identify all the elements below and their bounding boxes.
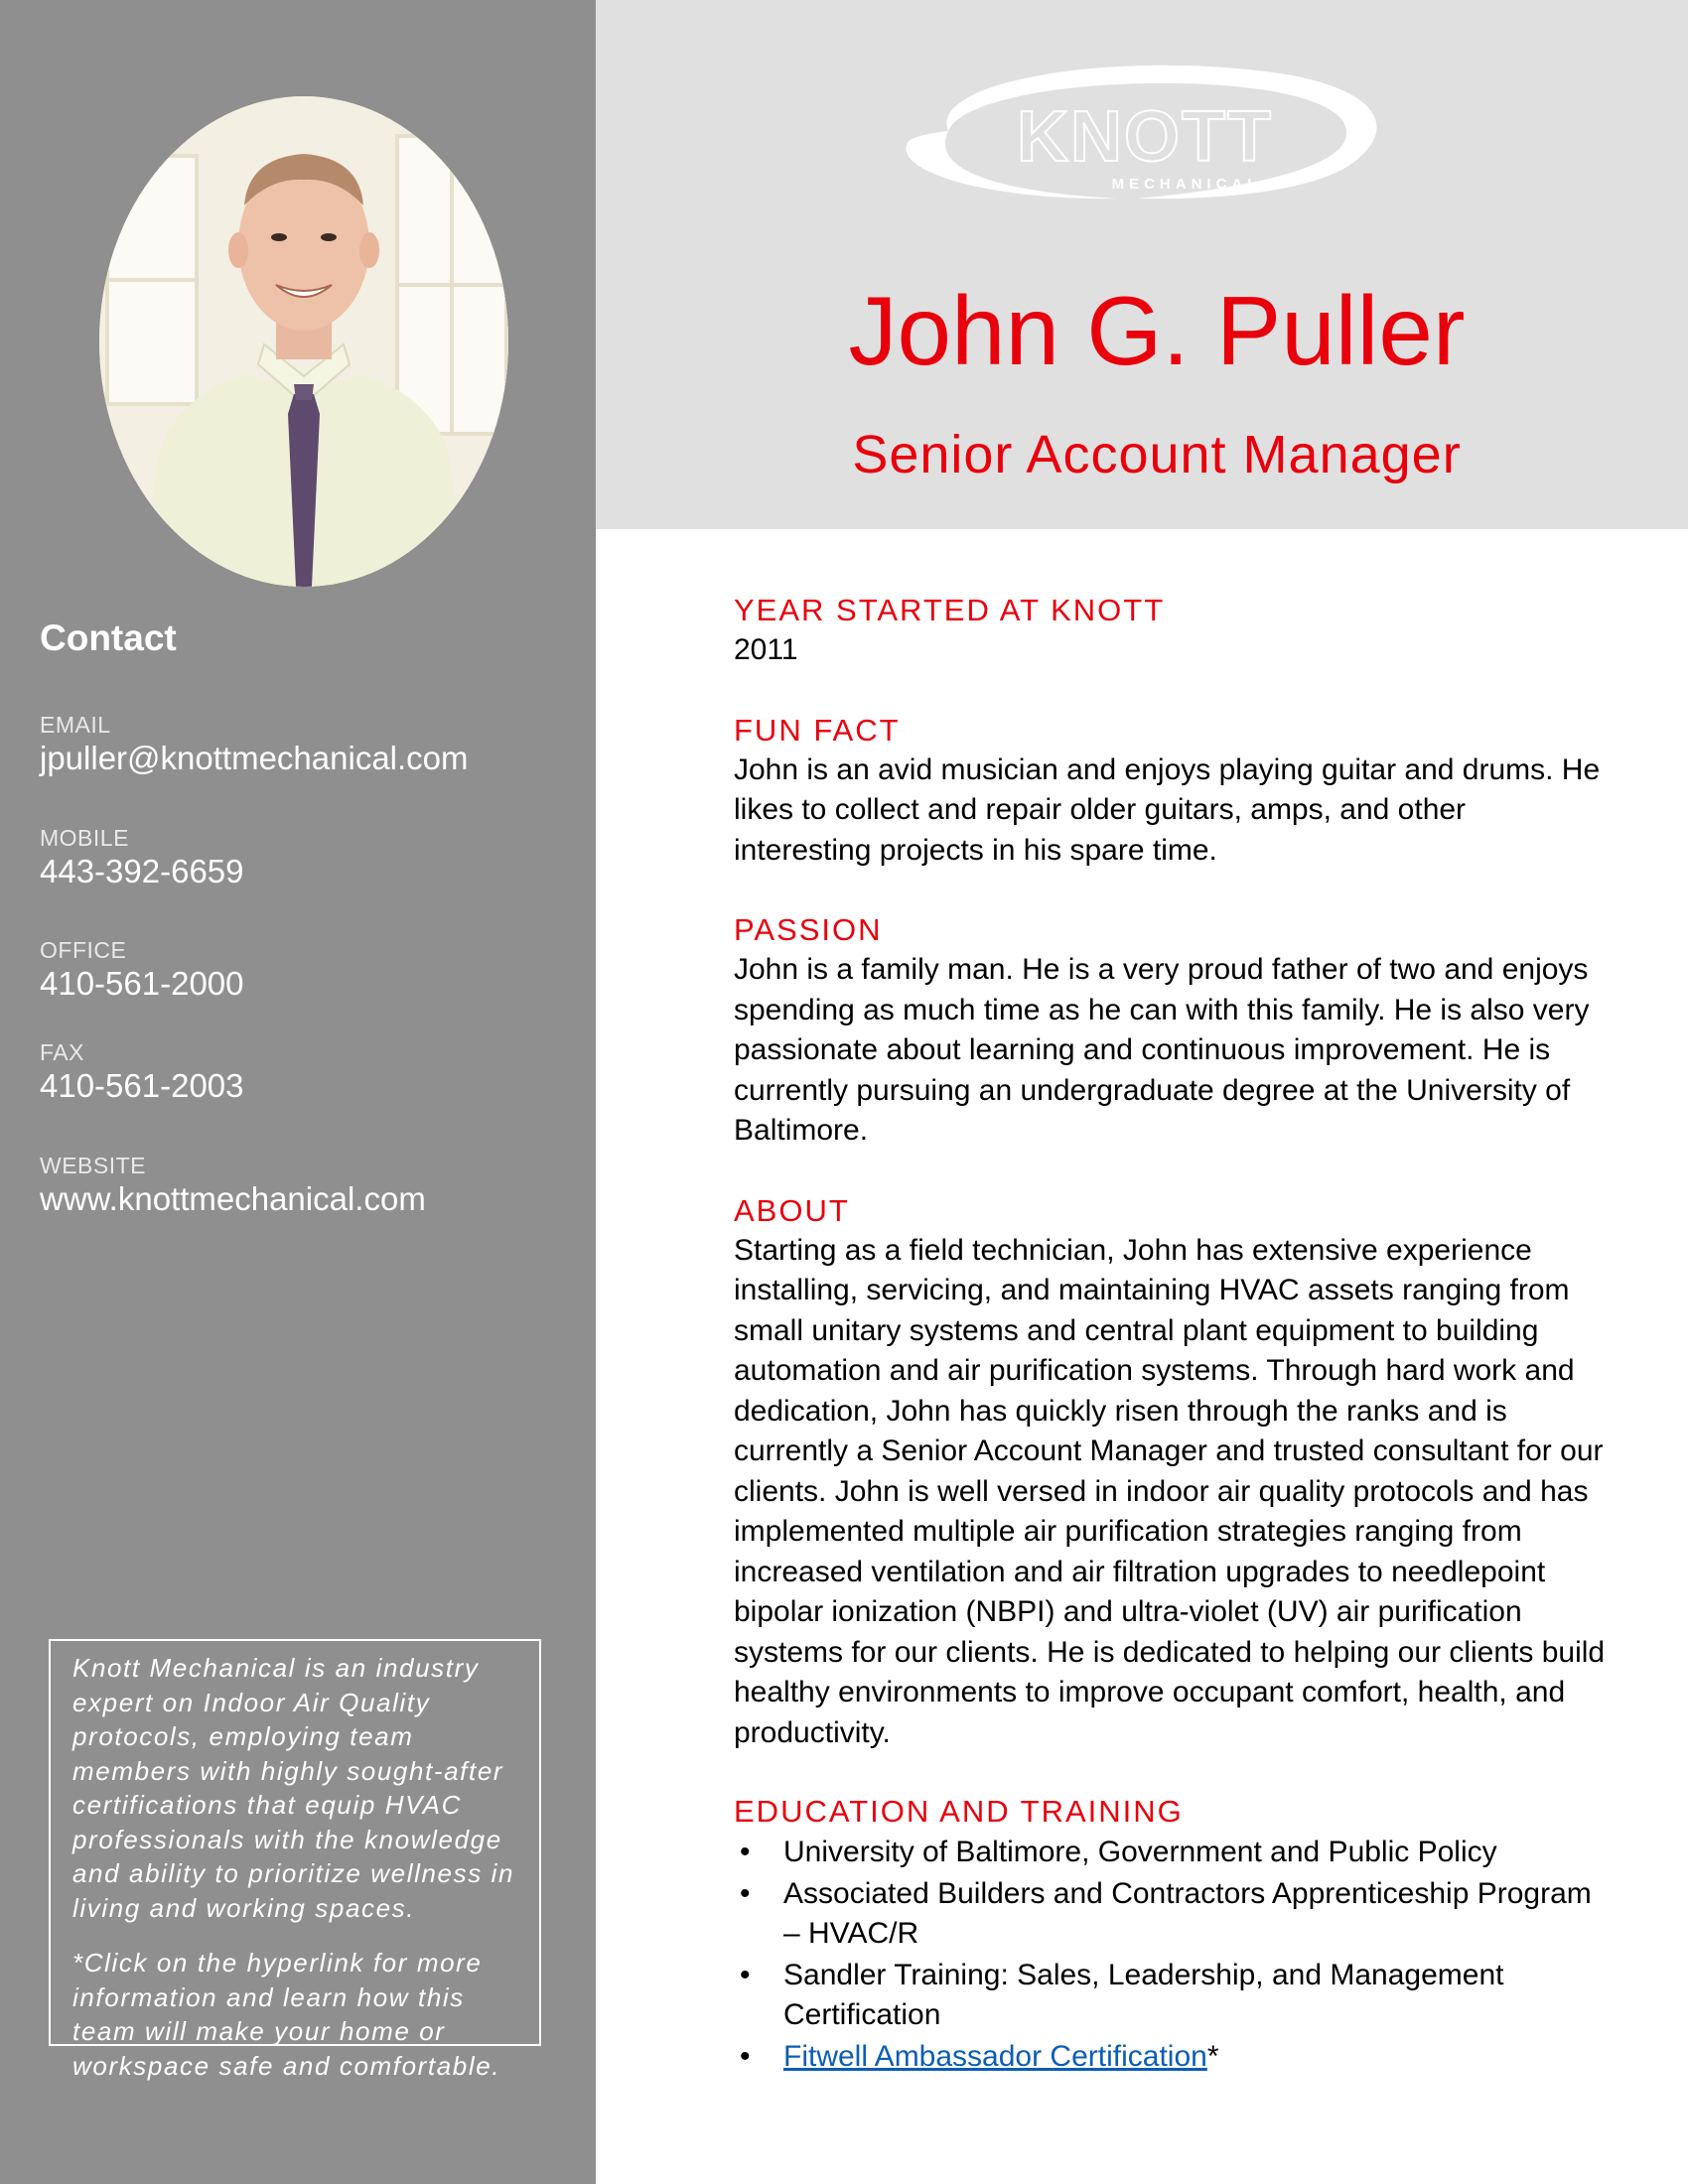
section-body: John is an avid musician and enjoys playing guitar and drums. He likes to collect and repair older guitars, amps, and other interesting projects in his spare time. (734, 752, 1601, 867)
logo-subtext: MECHANICAL (1111, 176, 1262, 193)
list-item-text: Associated Builders and Contractors Apprenticeship Program – HVAC/R (783, 1876, 1592, 1950)
contact-mobile (40, 824, 244, 891)
section-body: John is a family man. He is a very proud father of two and enjoys spending as much time as he can with this family. He is also very passionate about learning and continuous improvement. He is currently pursuing an undergraduate degree at the University of Baltimore. (734, 953, 1590, 1147)
education-list (734, 1833, 1608, 2077)
section-year-started (734, 591, 1608, 671)
website-value[interactable]: www.knottmechanical.com (40, 1180, 426, 1217)
profile-content (734, 591, 1608, 2077)
bullet-icon: • (740, 1958, 751, 1991)
contact-heading: Contact (40, 617, 177, 658)
list-item (734, 2037, 1608, 2078)
knott-mechanical-logo (889, 62, 1395, 201)
section-body: 2011 (734, 633, 798, 666)
section-heading: PASSION (734, 912, 883, 947)
note-paragraph: *Click on the hyperlink for more information and learn how this team will make your home or workspace safe and comfortable. (72, 1948, 501, 2081)
contact-email (40, 711, 469, 778)
contact-label: MOBILE (40, 825, 129, 851)
email-value[interactable]: jpuller@knottmechanical.com (40, 740, 469, 776)
fitwell-certification-link[interactable]: Fitwell Ambassador Certification (783, 2039, 1207, 2073)
list-item (734, 1956, 1608, 2036)
section-heading: EDUCATION AND TRAINING (734, 1794, 1184, 1829)
contact-label: FAX (40, 1039, 84, 1065)
list-item-text: Sandler Training: Sales, Leadership, and Management Certification (783, 1958, 1504, 2031)
person-name: John G. Puller (848, 276, 1466, 385)
link-suffix: * (1206, 2039, 1219, 2073)
contact-label: EMAIL (40, 712, 111, 738)
section-body: Starting as a field technician, John has extensive experience installing, servicing, and maintaining HVAC assets ranging from small unitary systems and central plant equipment to building automation and air purification systems. Through hard work and dedication, John has quickly risen through the ranks and is currently a Senior Account Manager and trusted consultant for our clients. John is well versed in indoor air quality protocols and has implemented multiple air purification strategies ranging from increased ventilation and air filtration upgrades to needlepoint bipolar ionization (NBPI) and ultra-violet (UV) air purification systems for our clients. He is dedicated to helping our clients build healthy environments to improve occupant comfort, health, and productivity. (734, 1233, 1606, 1749)
job-title: Senior Account Manager (852, 425, 1462, 484)
section-heading: FUN FACT (734, 712, 901, 748)
section-passion (734, 910, 1608, 1152)
office-value[interactable]: 410-561-2000 (40, 965, 244, 1002)
mobile-value[interactable]: 443-392-6659 (40, 853, 244, 889)
logo-wordmark: KNOTT (1017, 97, 1273, 177)
bullet-icon: • (740, 2039, 751, 2073)
contact-label: OFFICE (40, 937, 127, 963)
list-item-text: University of Baltimore, Government and Public Policy (783, 1836, 1497, 1868)
section-heading: YEAR STARTED AT KNOTT (734, 593, 1166, 627)
profile-photo (99, 96, 508, 587)
fax-value: 410-561-2003 (40, 1067, 244, 1104)
list-item (734, 1833, 1608, 1873)
list-item (734, 1874, 1608, 1955)
contact-office (40, 936, 244, 1004)
contact-label: WEBSITE (40, 1153, 147, 1178)
bullet-icon: • (740, 1836, 751, 1868)
section-education (734, 1792, 1608, 2077)
note-paragraph: Knott Mechanical is an industry expert on Indoor Air Quality protocols, employing team members with highly sought-after certifications that equip HVAC professionals with the knowledge and ability to prioritize wellness in living and working spaces. (72, 1653, 515, 1923)
section-heading: ABOUT (734, 1192, 850, 1228)
contact-website (40, 1152, 426, 1219)
section-about (734, 1191, 1608, 1754)
contact-fax (40, 1038, 244, 1106)
bullet-icon: • (740, 1876, 751, 1910)
company-note-box (49, 1639, 541, 2081)
section-fun-fact (734, 711, 1608, 872)
